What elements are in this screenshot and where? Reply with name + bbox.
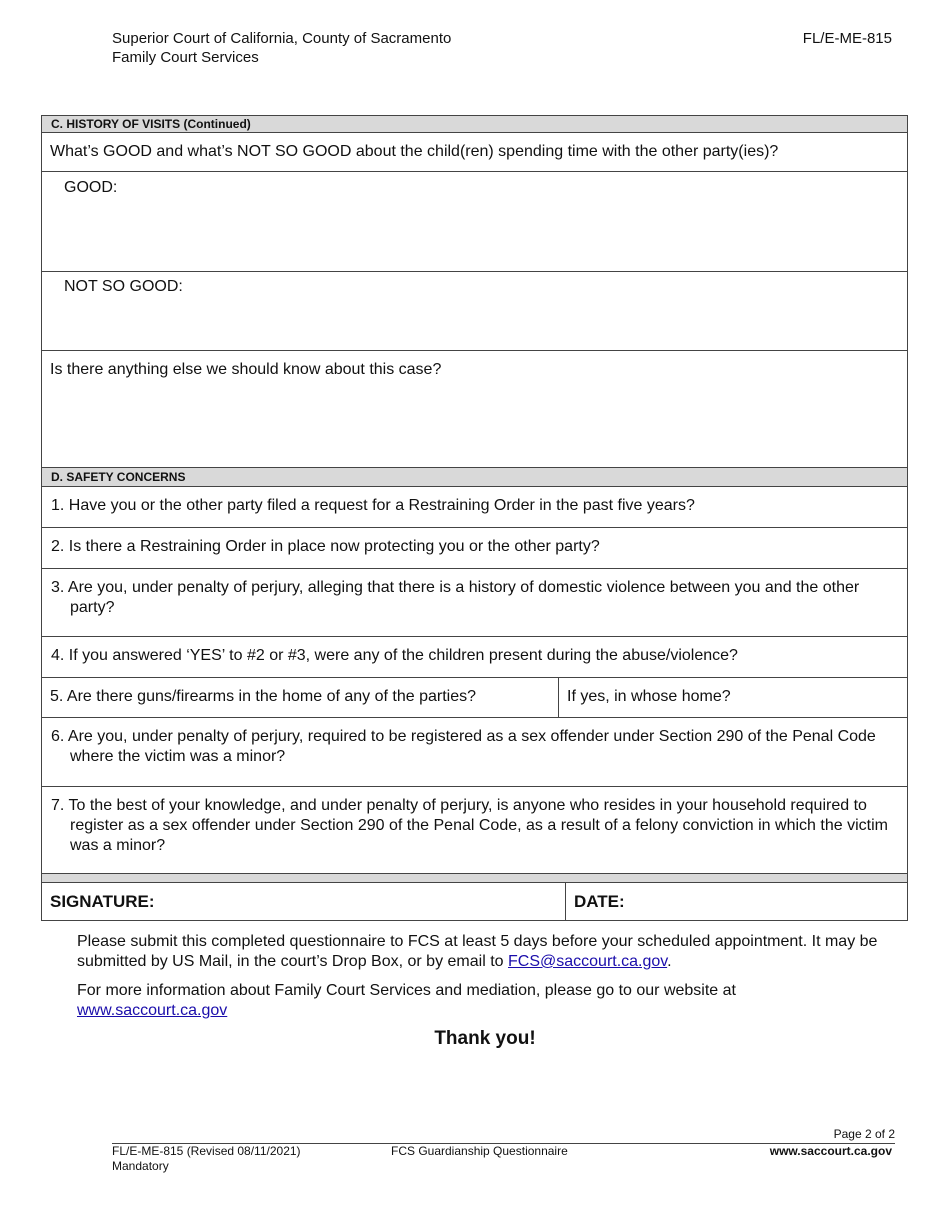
safety-q5-row [42,677,907,717]
not-so-good-field[interactable] [42,271,907,350]
section-d-header: D. SAFETY CONCERNS [42,467,907,486]
info-text: For more information about Family Court Services and mediation, please go to our website at [77,982,736,999]
not-so-good-label: NOT SO GOOD: [64,278,183,295]
safety-q1: 1. Have you or the other party filed a request for a Restraining Order in the past five years? [42,486,907,527]
footer-revision-block [112,1144,301,1174]
safety-q5-whose-home[interactable]: If yes, in whose home? [567,688,731,705]
website-link[interactable]: www.saccourt.ca.gov [77,1002,228,1019]
anything-else-field[interactable] [42,350,907,467]
submit-instructions [77,932,897,972]
safety-q7: 7. To the best of your knowledge, and under penalty of perjury, is anyone who resides in your household required to register as a sex offender under Section 290 of the Penal Code, as a result of a felony conviction in which the victim was a minor? [42,786,907,873]
safety-q5: 5. Are there guns/firearms in the home of any of the parties? [42,678,559,717]
footer-form-name: FCS Guardianship Questionnaire [391,1144,568,1158]
footer-mandatory: Mandatory [112,1159,169,1173]
good-label: GOOD: [64,179,118,196]
section-c-header: C. HISTORY OF VISITS (Continued) [42,116,907,132]
footer-website: www.saccourt.ca.gov [769,1144,892,1158]
divider-band [42,873,907,882]
safety-q6: 6. Are you, under penalty of perjury, required to be registered as a sex offender under Section 290 of the Penal Code where the victim was a minor? [42,717,907,786]
visits-question: What’s GOOD and what’s NOT SO GOOD about the child(ren) spending time with the other party(ies)? [42,132,907,171]
anything-else-value [42,380,907,388]
signature-field[interactable]: SIGNATURE: [42,883,566,920]
form-table [41,115,908,921]
good-field[interactable] [42,171,907,271]
good-value [42,198,907,206]
submit-text: Please submit this completed questionnaire to FCS at least 5 days before your scheduled appointment. It may be submitted by US Mail, in the court’s Drop Box, or by email to [77,933,878,970]
page-number: Page 2 of 2 [833,1127,895,1141]
email-link[interactable]: FCS@saccourt.ca.gov [508,953,668,970]
info-instructions [77,981,897,1021]
form-code: FL/E-ME-815 [802,30,892,47]
safety-q2: 2. Is there a Restraining Order in place now protecting you or the other party? [42,527,907,568]
safety-q4: 4. If you answered ‘YES’ to #2 or #3, were any of the children present during the abuse/violence? [42,636,907,677]
court-name [112,29,451,67]
safety-q3: 3. Are you, under penalty of perjury, alleging that there is a history of domestic violence between you and the other party? [42,568,907,636]
footer-revision: FL/E-ME-815 (Revised 08/11/2021) [112,1144,301,1158]
date-field[interactable]: DATE: [574,892,625,911]
court-line-1: Superior Court of California, County of Sacramento [112,30,452,47]
submit-period: . [667,953,672,970]
court-line-2: Family Court Services [112,49,259,66]
anything-else-label: Is there anything else we should know about this case? [50,361,442,378]
not-so-good-value [42,297,907,305]
signature-row [42,882,907,920]
thank-you: Thank you! [434,1028,536,1049]
